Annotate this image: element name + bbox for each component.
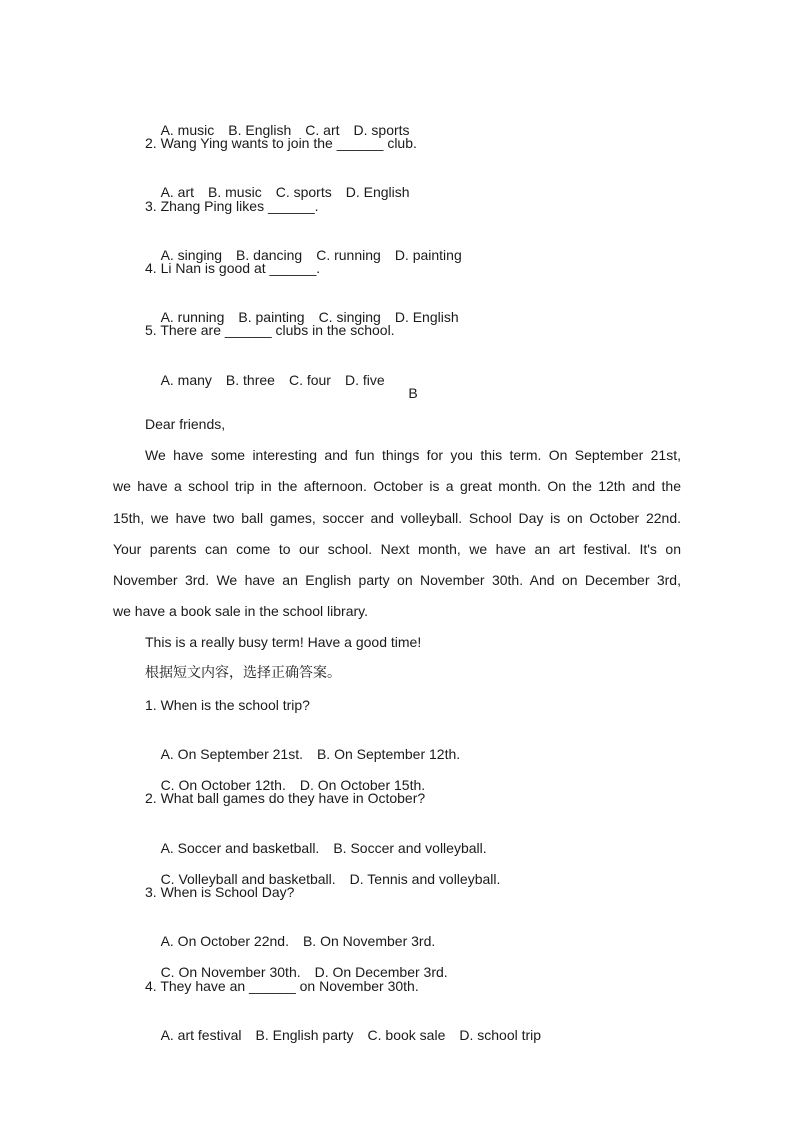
option-d: D. Tennis and volleyball. (349, 871, 501, 887)
option-a: A. singing (160, 247, 223, 263)
letter-greeting: Dear friends, (145, 416, 226, 432)
option-a: A. art festival (160, 1027, 242, 1043)
option-d: D. school trip (459, 1027, 542, 1043)
option-a: A. On September 21st. (160, 746, 303, 762)
b-question-2: 2. What ball games do they have in October? (145, 790, 426, 806)
option-d: D. English (394, 309, 459, 325)
b-q4-options (145, 1008, 555, 1062)
option-b: B. English (228, 122, 292, 138)
option-a: A. music (160, 122, 215, 138)
option-a: A. On October 22nd. (160, 933, 289, 949)
option-d: D. On October 15th. (299, 777, 426, 793)
passage-line-1: We have some interesting and fun things for you this term. On September 21st, (145, 447, 681, 463)
option-b: B. Soccer and volleyball. (333, 840, 487, 856)
option-b: B. painting (238, 309, 305, 325)
option-d: D. painting (394, 247, 462, 263)
option-c: C. On November 30th. (160, 964, 301, 980)
a-question-4: 4. Li Nan is good at ______. (145, 260, 321, 276)
option-b: B. On November 3rd. (302, 933, 436, 949)
option-c: C. running (316, 247, 381, 263)
a-question-3: 3. Zhang Ping likes ______. (145, 198, 319, 214)
option-d: D. five (344, 372, 385, 388)
passage-line-5: November 3rd. We have an English party on November 30th. And on December 3rd, (113, 572, 681, 588)
option-d: D. English (345, 184, 410, 200)
option-c: C. singing (318, 309, 381, 325)
b-question-3: 3. When is School Day? (145, 884, 295, 900)
option-c: C. art (305, 122, 340, 138)
option-c: C. sports (275, 184, 332, 200)
a-question-5: 5. There are ______ clubs in the school. (145, 322, 395, 338)
option-c: C. book sale (367, 1027, 446, 1043)
option-c: C. Volleyball and basketball. (160, 871, 336, 887)
passage-line-6: we have a book sale in the school library. (113, 603, 368, 619)
option-b: B. dancing (236, 247, 303, 263)
option-d: D. On December 3rd. (314, 964, 448, 980)
a-question-2: 2. Wang Ying wants to join the ______ club. (145, 135, 417, 151)
option-d: D. sports (353, 122, 410, 138)
option-b: B. On September 12th. (316, 746, 461, 762)
option-a: A. many (160, 372, 212, 388)
passage-line-3: 15th, we have two ball games, soccer and volleyball. School Day is on October 22nd. (113, 510, 681, 526)
option-a: A. running (160, 309, 225, 325)
option-c: C. On October 12th. (160, 777, 286, 793)
option-a: A. Soccer and basketball. (160, 840, 320, 856)
option-a: A. art (160, 184, 195, 200)
option-b: B. music (208, 184, 262, 200)
b-question-4: 4. They have an ______ on November 30th. (145, 978, 419, 994)
option-b: B. three (225, 372, 275, 388)
option-c: C. four (288, 372, 331, 388)
section-b-heading: B (408, 385, 418, 401)
option-b: B. English party (255, 1027, 354, 1043)
passage-line-4: Your parents can come to our school. Next month, we have an art festival. It's on (113, 541, 681, 557)
instruction-text: 根据短文内容，选择正确答案。 (145, 665, 341, 681)
b-question-1: 1. When is the school trip? (145, 697, 310, 713)
passage-line-2: we have a school trip in the afternoon. October is a great month. On the 12th and the (113, 478, 681, 494)
letter-closing: This is a really busy term! Have a good time! (145, 634, 422, 650)
